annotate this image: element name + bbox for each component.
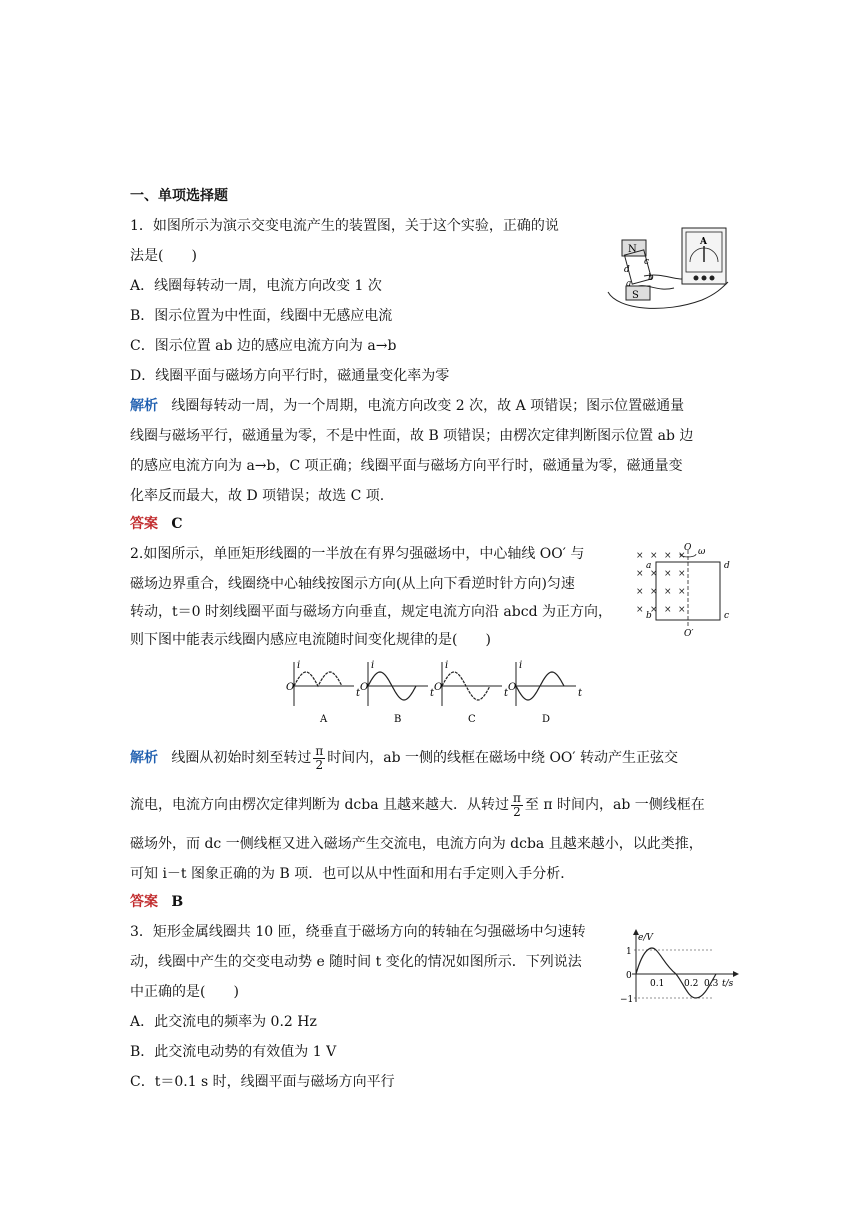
q1-analysis-text1: 线圈每转动一周，为一个周期，电流方向改变 2 次，故 A 项错误；图示位置磁通量 [171, 398, 685, 414]
graph-label-A: A [320, 714, 328, 725]
q2-analysis-line4: 可知 i－t 图象正确的为 B 项．也可以从中性面和用右手定则入手分析． [130, 866, 575, 882]
q2-analysis-text2a: 流电，电流方向由楞次定律判断为 dcba 且越来越大．从转过 [130, 797, 510, 813]
field-x-mark: × [636, 551, 644, 561]
q1-option-b: B．图示位置为中性面，线圈中无感应电流 [130, 308, 393, 324]
q2-stem-line1: 2.如图所示，单匝矩形线圈的一半放在有界匀强磁场中，中心轴线 OO′ 与 [130, 546, 585, 562]
q2-analysis-line3: 磁场外，而 dc 一侧线框又进入磁场产生交流电，电流方向为 dcba 且越来越小，以此类推， [130, 836, 703, 852]
graph-origin: O [508, 682, 517, 693]
q2-option-graphs [284, 656, 583, 726]
label-o-top: O [684, 543, 692, 553]
q1-stem-line1: 1．如图所示为演示交变电流产生的装置图，关于这个实验，正确的说 [130, 218, 559, 234]
q1-analysis-line1 [130, 396, 684, 416]
q1-generator-figure [604, 222, 734, 314]
q3-emf-graph [618, 926, 746, 1008]
q1-analysis-line2: 线圈与磁场平行，磁通量为零，不是中性面，故 B 项错误；由楞次定律判断图示位置 ab 边 [130, 428, 694, 444]
graph-axis-i: i [519, 660, 523, 671]
field-x-mark: × [636, 569, 644, 579]
label-o-bottom: O′ [684, 629, 694, 639]
q1-option-a: A．线圈每转动一周，电流方向改变 1 次 [130, 278, 382, 294]
label-n: N [628, 244, 637, 255]
q2-stem-line4: 则下图中能表示线圈内感应电流随时间变化规律的是( ) [130, 632, 491, 648]
graph-axis-t: t [356, 688, 361, 699]
graph-axis-i: i [371, 660, 375, 671]
q2-analysis-text1a: 线圈从初始时刻至转过 [171, 750, 312, 766]
q1-option-d: D．线圈平面与磁场方向平行时，磁通量变化率为零 [130, 368, 450, 384]
x-axis-label: t/s [722, 979, 734, 989]
section-title: 一、单项选择题 [130, 188, 228, 204]
graph-origin: O [286, 682, 295, 693]
q2-analysis-text1b: 时间内，ab 一侧的线框在磁场中绕 OO′ 转动产生正弦交 [327, 750, 679, 766]
field-x-mark: × [636, 587, 644, 597]
q2-stem-line3: 转动，t＝0 时刻线圈平面与磁场方向垂直，规定电流方向沿 abcd 为正方向， [130, 604, 612, 620]
y-tick-neg1: −1 [620, 995, 634, 1005]
label-c: c [724, 611, 730, 621]
q2-analysis-line2 [130, 790, 705, 820]
q3-stem-line1: 3．矩形金属线圈共 10 匝，绕垂直于磁场方向的转轴在匀强磁场中匀速转 [130, 924, 586, 940]
label-d: d [724, 561, 730, 571]
graph-axis-t: t [578, 688, 583, 699]
field-x-mark: × [650, 569, 658, 579]
field-x-mark: × [636, 605, 644, 615]
fraction-pi-over-2: $\frac{\pi}{2}$ [315, 743, 324, 772]
q2-answer [130, 892, 183, 912]
field-x-mark: × [650, 605, 658, 615]
field-x-mark: × [664, 587, 672, 597]
label-c: c [644, 257, 650, 267]
q1-analysis-line3: 的感应电流方向为 a→b，C 项正确；线圈平面与磁场方向平行时，磁通量为零，磁通量变 [130, 458, 683, 474]
graph-axis-t: t [430, 688, 435, 699]
q2-answer-value: B [171, 894, 184, 910]
q1-answer-value: C [171, 516, 183, 532]
q2-answer-label: 答案 [130, 894, 158, 910]
graph-origin: O [360, 682, 369, 693]
field-x-mark: × [678, 569, 686, 579]
label-omega: ω [698, 547, 706, 557]
graph-label-B: B [394, 714, 402, 725]
label-a: a [646, 561, 652, 571]
field-x-mark: × [664, 569, 672, 579]
q2-analysis-text2b: 至 π 时间内，ab 一侧线框在 [524, 797, 705, 813]
label-b: b [648, 273, 654, 283]
q1-answer [130, 514, 183, 534]
x-tick-0.3: 0.3 [704, 979, 719, 989]
graph-curve-A [294, 672, 342, 686]
field-x-mark: × [678, 551, 686, 561]
label-s: S [632, 290, 639, 301]
y-tick-0: 0 [626, 971, 632, 981]
field-x-mark: × [650, 587, 658, 597]
q2-analysis-line1 [130, 743, 678, 773]
graph-axis-i: i [445, 660, 449, 671]
y-tick-1: 1 [626, 947, 632, 957]
label-meter: A [700, 237, 707, 247]
q3-option-b: B．此交流电动势的有效值为 1 V [130, 1044, 337, 1060]
graph-origin: O [434, 682, 443, 693]
q2-stem-line2: 磁场边界重合，线圈绕中心轴线按图示方向(从上向下看逆时针方向)匀速 [130, 576, 575, 592]
q3-option-c: C．t＝0.1 s 时，线圈平面与磁场方向平行 [130, 1074, 395, 1090]
q2-analysis-label: 解析 [130, 750, 158, 766]
q1-answer-label: 答案 [130, 516, 158, 532]
q2-coil-figure [626, 540, 736, 639]
q1-option-c: C．图示位置 ab 边的感应电流方向为 a→b [130, 338, 397, 354]
x-tick-0.1: 0.1 [650, 979, 665, 989]
label-a: a [626, 279, 632, 289]
q1-analysis-label: 解析 [130, 398, 158, 414]
label-b: b [646, 611, 652, 621]
field-x-mark: × [678, 605, 686, 615]
q3-stem-line2: 动，线圈中产生的交变电动势 e 随时间 t 变化的情况如图所示．下列说法 [130, 954, 582, 970]
graph-axis-i: i [297, 660, 301, 671]
graph-label-C: C [468, 714, 476, 725]
sine-curve [636, 948, 716, 998]
field-x-mark: × [678, 587, 686, 597]
field-x-mark: × [664, 551, 672, 561]
graph-label-D: D [542, 714, 551, 725]
field-x-mark: × [650, 551, 658, 561]
label-d: d [624, 265, 630, 275]
q3-option-a: A．此交流电的频率为 0.2 Hz [130, 1014, 317, 1030]
q1-analysis-line4: 化率反而最大，故 D 项错误；故选 C 项. [130, 488, 385, 504]
fraction-pi-over-2: $\frac{\pi}{2}$ [513, 790, 521, 819]
x-tick-0.2: 0.2 [684, 979, 699, 989]
y-axis-label: e/V [638, 933, 653, 943]
field-x-mark: × [664, 605, 672, 615]
q3-stem-line3: 中正确的是( ) [130, 984, 239, 1000]
q1-stem-line2: 法是( ) [130, 248, 197, 264]
graph-axis-t: t [504, 688, 509, 699]
magnetic-field-x-marks [636, 551, 686, 615]
